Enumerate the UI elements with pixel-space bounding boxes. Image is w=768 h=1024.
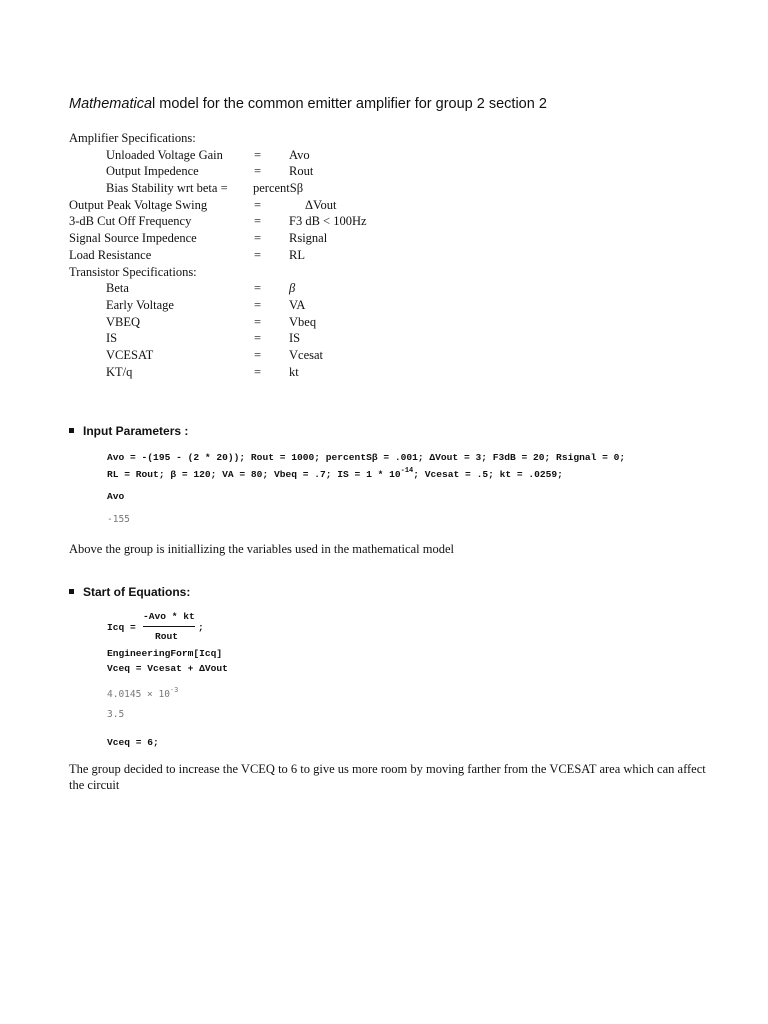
paragraph-initializing: Above the group is initiallizing the variables used in the mathematical model xyxy=(69,542,454,556)
spec-row xyxy=(69,180,569,197)
spec-value: RL xyxy=(289,247,305,262)
icq-lhs: Icq = xyxy=(107,622,136,633)
engineering-form-code: EngineeringForm[Icq] xyxy=(107,648,223,659)
icq-denominator: Rout xyxy=(155,631,179,642)
spec-label: Load Resistance xyxy=(69,247,152,262)
specifications-block xyxy=(69,130,569,380)
vceq-code: Vceq = Vcesat + ΔVout xyxy=(107,663,228,674)
start-of-equations-label: Start of Equations: xyxy=(83,585,191,599)
spec-value: β xyxy=(289,281,296,296)
spec-row xyxy=(69,230,569,247)
amplifier-specs-label: Amplifier Specifications: xyxy=(69,131,196,145)
spec-value: kt xyxy=(289,364,299,379)
spec-value: Rout xyxy=(289,164,314,179)
spec-equals: = xyxy=(254,164,262,179)
input-parameters-label: Input Parameters : xyxy=(83,424,189,438)
spec-row xyxy=(69,247,569,264)
input-code-line-2-start: RL = Rout; β = 120; VA = 80; Vbeq = .7; IS = 1 * 10 xyxy=(107,469,401,480)
spec-label: VBEQ xyxy=(106,314,141,329)
spec-value: ΔVout xyxy=(305,197,337,212)
paragraph-vceq-decision: The group decided to increase the VCEQ to 6 to give us more room by moving farther from the VCESAT area which can affect the circuit xyxy=(69,762,706,792)
spec-label: Output Impedence xyxy=(106,164,199,179)
spec-equals: = xyxy=(254,364,262,379)
spec-equals: = xyxy=(254,297,262,312)
spec-label: Signal Source Impedence xyxy=(69,231,197,246)
spec-value: Vcesat xyxy=(289,347,324,362)
input-code-line-1: Avo = -(195 - (2 * 20)); Rout = 1000; percentSβ = .001; ΔVout = 3; F3dB = 20; Rsignal = 0; xyxy=(107,452,626,463)
spec-equals: = xyxy=(254,214,262,229)
vceq-assign-code: Vceq = 6; xyxy=(107,737,159,748)
amplifier-specs-header xyxy=(69,130,569,147)
icq-output xyxy=(107,686,178,700)
input-parameters-heading xyxy=(69,424,188,438)
bullet-square-icon xyxy=(69,428,74,433)
spec-row xyxy=(69,163,569,180)
avo-output: -155 xyxy=(107,514,130,525)
avo-code: Avo xyxy=(107,491,125,502)
transistor-specs-header xyxy=(69,264,569,281)
spec-equals: = xyxy=(254,314,262,329)
spec-row xyxy=(69,147,569,164)
spec-equals: = xyxy=(254,197,262,212)
spec-equals: = xyxy=(254,347,262,362)
spec-value: VA xyxy=(289,297,306,312)
spec-label: Beta xyxy=(106,281,129,296)
spec-equals: = xyxy=(254,331,262,346)
fraction-bar xyxy=(143,626,195,627)
document-title xyxy=(69,96,547,112)
icq-numerator: -Avo * kt xyxy=(143,611,195,622)
input-code-exponent: -14 xyxy=(400,467,414,475)
spec-equals: = xyxy=(254,247,262,262)
icq-semicolon: ; xyxy=(198,622,204,633)
spec-row xyxy=(69,347,569,364)
spec-row xyxy=(69,330,569,347)
spec-equals: = xyxy=(254,231,262,246)
icq-output-exponent: -3 xyxy=(169,686,179,694)
spec-label: 3-dB Cut Off Frequency xyxy=(69,214,192,229)
transistor-specs-label: Transistor Specifications: xyxy=(69,264,197,279)
spec-label: VCESAT xyxy=(106,347,154,362)
spec-row xyxy=(69,297,569,314)
spec-label: IS xyxy=(106,331,118,346)
start-of-equations-heading xyxy=(69,585,190,599)
input-code-line-2 xyxy=(107,467,563,480)
spec-label: Output Peak Voltage Swing xyxy=(69,197,208,212)
spec-value: percentSβ xyxy=(253,181,304,196)
spec-row xyxy=(69,197,569,214)
spec-value: IS xyxy=(289,331,301,346)
spec-value: F3 dB < 100Hz xyxy=(289,214,367,229)
spec-row xyxy=(69,314,569,331)
title-italic: Mathematica xyxy=(69,96,153,112)
vceq-output: 3.5 xyxy=(107,709,125,720)
spec-label: KT/q xyxy=(106,364,133,379)
icq-output-base: 4.0145 × 10 xyxy=(107,689,170,700)
spec-label: Bias Stability wrt beta = xyxy=(106,181,228,196)
spec-row xyxy=(69,364,569,381)
spec-label: Unloaded Voltage Gain xyxy=(106,147,223,162)
spec-value: Avo xyxy=(289,147,310,162)
spec-equals: = xyxy=(254,147,262,162)
input-code-line-2-end: ; Vcesat = .5; kt = .0259; xyxy=(413,469,563,480)
title-rest: l model for the common emitter amplifier for group 2 section 2 xyxy=(152,96,547,112)
spec-equals: = xyxy=(254,281,262,296)
spec-value: Rsignal xyxy=(289,231,328,246)
spec-label: Early Voltage xyxy=(106,297,174,312)
spec-value: Vbeq xyxy=(289,314,317,329)
bullet-square-icon xyxy=(69,589,74,594)
spec-row xyxy=(69,280,569,297)
spec-row xyxy=(69,213,569,230)
